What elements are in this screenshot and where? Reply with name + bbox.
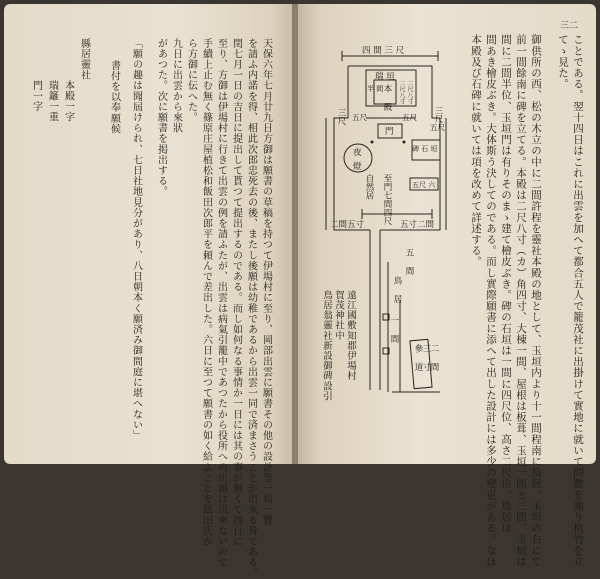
- diagram-road-b: 三 寸: [421, 344, 431, 371]
- left-text-col-9: 「願の趣は聞屆けられ、七日社地見分があり、八日朝本く願済み御間庭に堪へない」: [130, 38, 142, 441]
- right-text-col-2: てゝ見た。: [557, 34, 569, 90]
- diagram-left-five: 五尺: [352, 113, 367, 122]
- page-number: 三二: [560, 21, 579, 31]
- left-text-col-14: 門一字: [30, 80, 42, 112]
- right-text-col-4: 前一間餘南に碑を立てる。本殿は二尺八寸（カ）角四寸、大棟一間、屋根は板葺、玉垣一間と三間、玉垣は: [515, 34, 527, 567]
- left-text-col-8: があつた。次に願書を掲出する。: [155, 38, 167, 197]
- left-text-col-10: 書付を以奉願候: [108, 60, 120, 135]
- diagram-right-five: 五尺: [402, 113, 417, 122]
- left-text-col-2: を請ふ内諾を得、相此次郎忠死去の後、またし後願は幼稚であるから出雲一同で済まさうことが出來る旨である。: [245, 38, 257, 579]
- diagram-mid-left: 二間五寸: [330, 220, 365, 230]
- diagram-mid-right: 五寸二間: [400, 220, 435, 230]
- diagram-approach: 至門七間四尺: [382, 174, 392, 225]
- right-text-col-3: 御供所の西、松の木立の中に二間許程を靈社本殿の地として、玉垣内より十一間程南に鳥居、玉垣の右にて: [530, 34, 542, 567]
- left-text-col-12: 本殿一字: [62, 80, 74, 123]
- diagram-left-three: 三尺: [336, 108, 346, 125]
- diagram-lantern-a: 夜: [353, 148, 362, 158]
- right-text-col-6: 間あき檜皮ぶき。大体斯う決してのである。而し實際願書に添へて出した設計には多少の變更がある。なほ: [485, 34, 497, 567]
- diagram-stone-label: 碑 石 垣: [412, 145, 438, 153]
- diagram-road-c: 二 間: [429, 344, 439, 371]
- diagram-lantern-b: 燈: [353, 162, 362, 172]
- right-text-col-1: ことである。翌十四日はこれに出雲を加へて都合五人で籠茂社に出掛けて實地に就いて間數を測り杭竹を立: [572, 34, 584, 567]
- diagram-road-a: 參 道: [413, 344, 423, 371]
- diagram-five-ken: 五 間: [404, 248, 414, 275]
- diagram-right-five-b: 五尺: [430, 123, 445, 132]
- right-text-col-7: 本殿及び石碑に就いては項を改めて詳述する。: [470, 34, 482, 268]
- diagram-stone-size: 五尺 六: [412, 181, 436, 189]
- diagram-right-three: 三尺: [433, 106, 443, 123]
- diagram-shrine-label: 本 殿: [382, 84, 392, 111]
- diagram-one-ken: 一 間: [389, 316, 399, 343]
- left-text-col-6: ら方御に伝へた。: [185, 38, 197, 123]
- right-text-col-5: 間に二間半位、玉垣門は有りそのまゝ建て檜皮ぶき。碑の石垣は一間に四尺位、高さ二尺位、鳥居は: [500, 34, 512, 534]
- left-text-col-13: 瑞籬一重: [46, 80, 58, 123]
- left-text-col-11: 縣居靈社: [78, 38, 90, 81]
- diagram-fence2: 自然居: [364, 174, 374, 200]
- diagram-shrine-size-a: 二尺八寸: [398, 80, 405, 104]
- diagram-top-label: 四 間 三 尺: [362, 46, 405, 56]
- diagram-torii: 鳥 居: [392, 276, 402, 303]
- left-text-col-3: 閏七月一日の吉日に提出して貰つて提出するのである。而し如何なる事情か一日には其の事が無くて四日に: [230, 38, 242, 547]
- left-text-col-4: 至り、方御は伊場村に行きて出雲の例を請ふたが、出雲は病氣引籠中であつたから役所への出頭は出來ないので: [215, 38, 227, 568]
- diagram-gate-label: 門: [385, 127, 394, 137]
- diagram-shrine-width: 半 間: [367, 85, 384, 93]
- diagram-caption-2: 賀茂神社中: [333, 290, 344, 341]
- diagram-fence-label: 瑞 垣: [375, 72, 395, 82]
- diagram-caption-3: 鳥居翁靈社新設御碑設引: [321, 290, 332, 402]
- left-text-col-1: 天保六年七月廿九日方御は願書の草稿を持つて伊場村に至り、岡部出雲に願書その他の設計等一切一覽: [260, 38, 272, 526]
- left-text-col-5: 手續上止む無く篠原庄屋植松和飯田次郎平を頼んで差出した。六日に至つて願書の如く給ふことを飯田氏か: [200, 38, 212, 547]
- diagram-caption-1: 遠江國敷知郡伊場村: [345, 290, 356, 381]
- diagram-shrine-size-b: 二尺八寸: [406, 80, 413, 104]
- left-text-col-7: 九日に出雲から來狀: [170, 38, 182, 134]
